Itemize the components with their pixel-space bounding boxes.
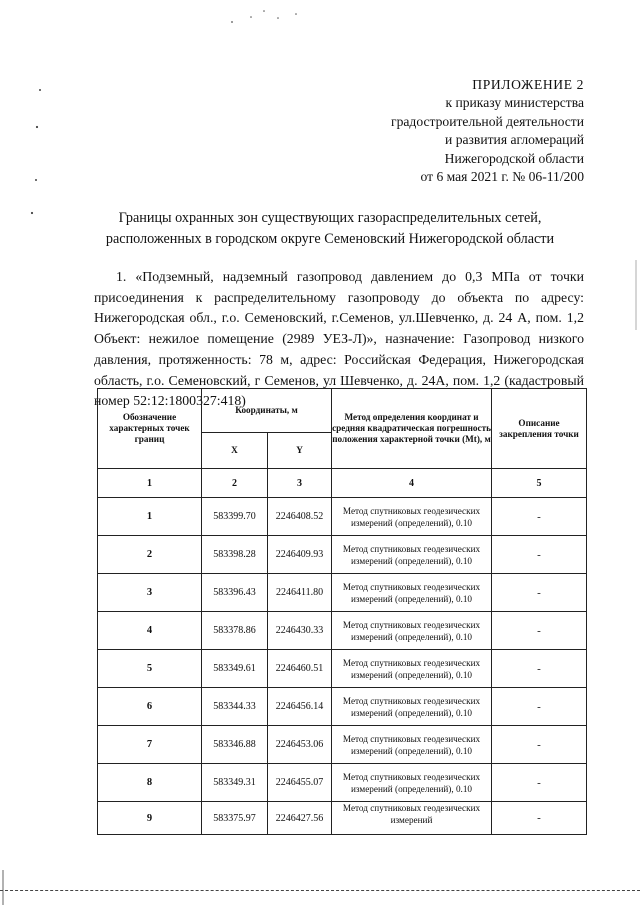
coord-x: 583344.33 <box>202 688 268 726</box>
coord-x: 583396.43 <box>202 574 268 612</box>
coord-x: 583398.28 <box>202 536 268 574</box>
coord-x: 583346.88 <box>202 726 268 764</box>
header-coords: Координаты, м <box>202 389 332 433</box>
method-text: Метод спутниковых геодезических измерений (определений), 0.10 <box>332 764 492 802</box>
coord-x: 583349.61 <box>202 650 268 688</box>
coordinates-table <box>97 388 587 835</box>
method-text: Метод спутниковых геодезических измерений (определений), 0.10 <box>332 688 492 726</box>
object-description: 1. «Подземный, надземный газопровод давлением до 0,3 МПа от точки присоединения к распределительному газопроводу до объекта по адресу: Нижегородская обл., г.о. Семеновский, г.Семенов, ул.Шевченко, д. 24 А, пом. 1,2 Объект: нежилое помещение (2989 УЕЗ-Л)», назначение: Газопровод низкого давления, протяженность: 78 м, адрес: Российская Федерация, Нижегородская область, г.о. Семеновский, г Семенов, ул Шевченко, д. 24А, пом. 1,2 (кадастровый номер 52:12:1800327:418) <box>94 269 584 409</box>
method-text: Метод спутниковых геодезических измерений (определений), 0.10 <box>332 612 492 650</box>
header-line-3: и развития агломераций <box>445 132 584 148</box>
point-number: 2 <box>98 536 202 574</box>
fixing-description: - <box>492 650 587 688</box>
col-number: 3 <box>268 469 332 498</box>
col-number: 1 <box>98 469 202 498</box>
heading-line-2: расположенных в городском округе Семеновский Нижегородской области <box>105 231 555 247</box>
table-row <box>98 574 587 612</box>
page-bottom-line <box>0 890 640 891</box>
coord-x: 583349.31 <box>202 764 268 802</box>
header-x: X <box>202 433 268 469</box>
document-heading <box>40 208 620 250</box>
header-line-2: градостроительной деятельности <box>391 113 584 129</box>
point-number: 8 <box>98 764 202 802</box>
method-text: Метод спутниковых геодезических измерений (определений), 0.10 <box>332 726 492 764</box>
table-row <box>98 536 587 574</box>
table-row <box>98 612 587 650</box>
fixing-description: - <box>492 802 587 835</box>
point-number: 5 <box>98 650 202 688</box>
fixing-description: - <box>492 764 587 802</box>
coord-y: 2246411.80 <box>268 574 332 612</box>
fixing-description: - <box>492 688 587 726</box>
method-text: Метод спутниковых геодезических измерений (определений), 0.10 <box>332 574 492 612</box>
coord-y: 2246409.93 <box>268 536 332 574</box>
fixing-description: - <box>492 726 587 764</box>
header-line-4: Нижегородской области <box>444 150 584 166</box>
fixing-description: - <box>492 536 587 574</box>
method-text: Метод спутниковых геодезических измерений (определений), 0.10 <box>332 536 492 574</box>
appendix-header <box>284 76 584 186</box>
col-number: 5 <box>492 469 587 498</box>
table-row <box>98 650 587 688</box>
header-point: Обозначение характерных точек границ <box>98 389 202 469</box>
column-numbers-row <box>98 469 587 498</box>
coord-x: 583399.70 <box>202 498 268 536</box>
coord-y: 2246455.07 <box>268 764 332 802</box>
coordinates-table-wrap <box>97 388 586 835</box>
header-y: Y <box>268 433 332 469</box>
fixing-description: - <box>492 574 587 612</box>
point-number: 7 <box>98 726 202 764</box>
heading-line-1: Границы охранных зон существующих газораспределительных сетей, <box>118 210 542 226</box>
header-desc: Описание закрепления точки <box>492 389 587 469</box>
point-number: 9 <box>98 802 202 835</box>
fixing-description: - <box>492 612 587 650</box>
point-number: 4 <box>98 612 202 650</box>
method-text: Метод спутниковых геодезических измерений <box>332 802 492 835</box>
method-text: Метод спутниковых геодезических измерений (определений), 0.10 <box>332 650 492 688</box>
coord-y: 2246453.06 <box>268 726 332 764</box>
coord-y: 2246427.56 <box>268 802 332 835</box>
header-line-5: от 6 мая 2021 г. № 06-11/200 <box>420 169 584 185</box>
appendix-title: ПРИЛОЖЕНИЕ 2 <box>472 77 584 92</box>
table-row <box>98 802 587 835</box>
header-method: Метод определения координат и средняя квадратическая погрешность положения характерной точки (Mt), м <box>332 389 492 469</box>
table-row <box>98 688 587 726</box>
table-row <box>98 764 587 802</box>
col-number: 4 <box>332 469 492 498</box>
fixing-description: - <box>492 498 587 536</box>
coord-y: 2246456.14 <box>268 688 332 726</box>
coord-y: 2246430.33 <box>268 612 332 650</box>
col-number: 2 <box>202 469 268 498</box>
method-text: Метод спутниковых геодезических измерений (определений), 0.10 <box>332 498 492 536</box>
coord-x: 583375.97 <box>202 802 268 835</box>
header-line-1: к приказу министерства <box>445 95 584 111</box>
table-row <box>98 498 587 536</box>
point-number: 6 <box>98 688 202 726</box>
coord-y: 2246460.51 <box>268 650 332 688</box>
point-number: 1 <box>98 498 202 536</box>
table-row <box>98 726 587 764</box>
point-number: 3 <box>98 574 202 612</box>
coord-y: 2246408.52 <box>268 498 332 536</box>
coord-x: 583378.86 <box>202 612 268 650</box>
